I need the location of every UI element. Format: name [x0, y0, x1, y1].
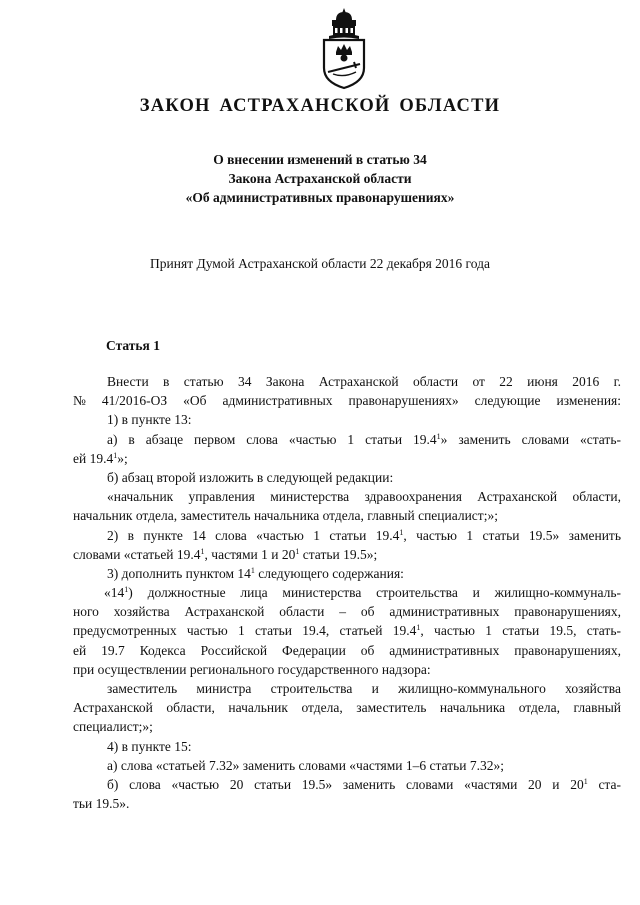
- text-line: «начальник управления министерства здравоохранения Астраханской области,: [107, 489, 621, 505]
- text-line: 2) в пункте 14 слова «частью 1 статьи 19.4$^1$, частью 1 статьи 19.5» заменить: [107, 527, 621, 543]
- text-line: 3) дополнить пунктом $14^1$ следующего содержания:: [107, 565, 404, 581]
- text-line: ного хозяйства Астраханской области – об административных правонарушениях,: [73, 604, 621, 620]
- subtitle-line: О внесении изменений в статью 34: [213, 152, 427, 167]
- text-line: ей 19.7 Кодекса Российской Федерации об административных правонарушениях,: [73, 642, 621, 658]
- text-line: начальник отдела, заместитель начальника отдела, главный специалист;»;: [73, 508, 498, 524]
- text-line: словами «статьей 19.4$^1$, частями 1 и $20^1$ статьи 19.5»;: [73, 546, 378, 562]
- text-line: ей 19.4$^1$»;: [73, 450, 128, 466]
- text-line: а) слова «статьей 7.32» заменить словами «частями 1–6 статьи 7.32»;: [107, 757, 505, 773]
- text-line: заместитель министра строительства и жилищно-коммунального хозяйства: [107, 681, 621, 696]
- coat-of-arms-icon: [314, 6, 374, 90]
- text-line: при осуществлении регионального государственного надзора:: [73, 661, 431, 677]
- text-line: «$14^1$) должностные лица министерства строительства и жилищно-коммуналь-: [104, 585, 621, 601]
- text-line: предусмотренных частью 1 статьи 19.4, статьей 19.4$^1$, частью 1 статьи 19.5, стать-: [73, 623, 621, 639]
- text-line: б) слова «частью 20 статьи 19.5» заменить словами «частями 20 и $20^1$ ста-: [107, 776, 621, 792]
- text-line: а) в абзаце первом слова «частью 1 статьи 19.4$^1$» заменить словами «стать-: [107, 431, 621, 447]
- text-line: специалист;»;: [73, 719, 153, 735]
- text-line: Внести в статью 34 Закона Астраханской области от 22 июня 2016 г.: [107, 374, 621, 389]
- article-body: [73, 372, 621, 813]
- text-line: тьи 19.5».: [73, 796, 130, 812]
- law-subtitle: [0, 150, 640, 207]
- text-line: Астраханской области, начальник отдела, заместитель начальника отдела, главный: [73, 700, 621, 716]
- adoption-statement: Принят Думой Астраханской области 22 декабря 2016 года: [150, 256, 490, 271]
- subtitle-line: Закона Астраханской области: [228, 171, 412, 186]
- text-line: № 41/2016-ОЗ «Об административных правонарушениях» следующие изменения:: [73, 393, 621, 409]
- article-heading: Статья 1: [106, 338, 160, 353]
- text-line: 1) в пункте 13:: [107, 412, 192, 428]
- law-title: ЗАКОН АСТРАХАНСКОЙ ОБЛАСТИ: [139, 96, 501, 116]
- text-line: б) абзац второй изложить в следующей редакции:: [107, 469, 394, 485]
- text-line: 4) в пункте 15:: [107, 738, 192, 754]
- subtitle-line: «Об административных правонарушениях»: [185, 190, 455, 205]
